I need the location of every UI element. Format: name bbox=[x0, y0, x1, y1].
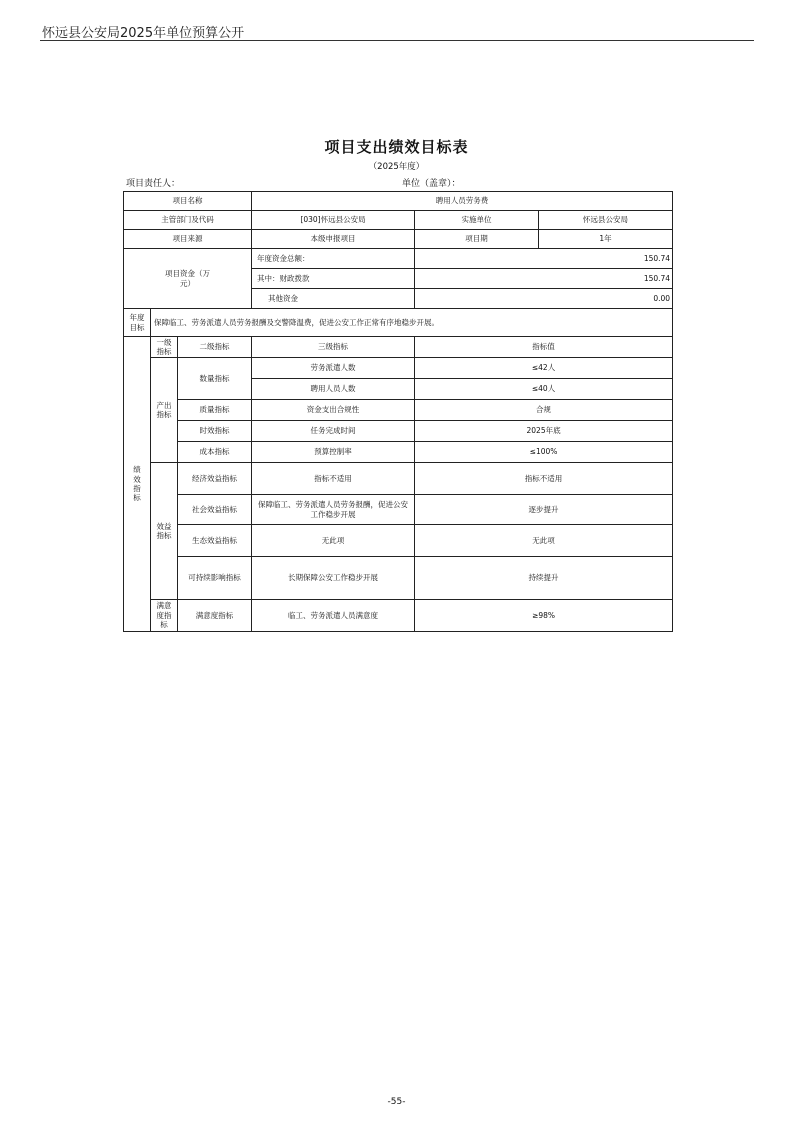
row-cost bbox=[124, 442, 673, 463]
cost-name: 预算控制率 bbox=[252, 442, 415, 463]
benefit-label bbox=[151, 463, 178, 600]
satis-value: ≥98% bbox=[415, 600, 673, 632]
q1-value: ≤42人 bbox=[415, 358, 673, 379]
responsible-label: 项目责任人： bbox=[126, 179, 181, 189]
period-label: 项目期 bbox=[415, 230, 539, 249]
quantity-label: 数量指标 bbox=[178, 358, 252, 400]
social-label: 社会效益指标 bbox=[178, 495, 252, 525]
row-time bbox=[124, 421, 673, 442]
level3-header: 三级指标 bbox=[252, 337, 415, 358]
output-label bbox=[151, 358, 178, 463]
dept-label: 主管部门及代码 bbox=[124, 211, 252, 230]
row-department bbox=[124, 211, 673, 230]
output-label-text: 产出指标 bbox=[156, 400, 172, 419]
perf-label bbox=[124, 337, 151, 632]
row-satisfaction bbox=[124, 600, 673, 632]
satis-label bbox=[151, 600, 178, 632]
annual-goal: 保障临工、劳务派遣人员劳务报酬及交警降温费，促进公安工作正常有序地稳步开展。 bbox=[151, 309, 673, 337]
source-label: 项目来源 bbox=[124, 230, 252, 249]
row-sustain bbox=[124, 557, 673, 600]
funds-total: 150.74 bbox=[415, 249, 673, 269]
eco-label: 生态效益指标 bbox=[178, 525, 252, 557]
quality-name: 资金支出合规性 bbox=[252, 400, 415, 421]
value-header: 指标值 bbox=[415, 337, 673, 358]
social-value: 逐步提升 bbox=[415, 495, 673, 525]
satis-name: 临工、劳务派遣人员满意度 bbox=[252, 600, 415, 632]
performance-target-table bbox=[123, 191, 673, 632]
quality-label: 质量指标 bbox=[178, 400, 252, 421]
row-social bbox=[124, 495, 673, 525]
q2-name: 聘用人员人数 bbox=[252, 379, 415, 400]
sustain-name: 长期保障公安工作稳步开展 bbox=[252, 557, 415, 600]
funds-total-label: 年度资金总额： bbox=[252, 249, 415, 269]
header-divider bbox=[40, 40, 754, 41]
row-funds-total bbox=[124, 249, 673, 269]
row-quantity-1 bbox=[124, 358, 673, 379]
econ-name: 指标不适用 bbox=[252, 463, 415, 495]
econ-value: 指标不适用 bbox=[415, 463, 673, 495]
funds-fiscal-label: 其中：财政拨款 bbox=[252, 269, 415, 289]
level1-header bbox=[151, 337, 178, 358]
time-name: 任务完成时间 bbox=[252, 421, 415, 442]
level1-header-text: 一级指标 bbox=[156, 337, 172, 356]
q2-value: ≤40人 bbox=[415, 379, 673, 400]
project-name-value: 聘用人员劳务费 bbox=[252, 192, 673, 211]
page-number: -55- bbox=[387, 1097, 406, 1107]
row-source bbox=[124, 230, 673, 249]
eco-value: 无此项 bbox=[415, 525, 673, 557]
project-name-label: 项目名称 bbox=[124, 192, 252, 211]
cost-value: ≤100% bbox=[415, 442, 673, 463]
benefit-label-text: 效益指标 bbox=[156, 521, 172, 540]
q1-name: 劳务派遣人数 bbox=[252, 358, 415, 379]
perf-label-text: 绩效指标 bbox=[133, 465, 141, 503]
satis-label-text: 满意度指标 bbox=[156, 601, 172, 630]
funds-other: 0.00 bbox=[415, 289, 673, 309]
social-name: 保障临工、劳务派遣人员劳务报酬，促进公安工作稳步开展 bbox=[252, 495, 415, 525]
dept-value: [030]怀远县公安局 bbox=[252, 211, 415, 230]
row-eco bbox=[124, 525, 673, 557]
row-quality bbox=[124, 400, 673, 421]
level2-header: 二级指标 bbox=[178, 337, 252, 358]
row-perf-header bbox=[124, 337, 673, 358]
row-project-name bbox=[124, 192, 673, 211]
eco-name: 无此项 bbox=[252, 525, 415, 557]
doc-title: 项目支出绩效目标表 bbox=[324, 138, 469, 156]
funds-label-text: 项目资金（万元） bbox=[165, 269, 211, 288]
econ-label: 经济效益指标 bbox=[178, 463, 252, 495]
satis-l2: 满意度指标 bbox=[178, 600, 252, 632]
annual-goal-label bbox=[124, 309, 151, 337]
impl-value: 怀远县公安局 bbox=[539, 211, 673, 230]
unit-label: 单位（盖章）： bbox=[402, 179, 461, 189]
row-annual-goal bbox=[124, 309, 673, 337]
funds-label bbox=[124, 249, 252, 309]
quality-value: 合规 bbox=[415, 400, 673, 421]
funds-other-label: 其他资金 bbox=[252, 289, 415, 309]
doc-year: （2025年度） bbox=[368, 162, 425, 172]
source-value: 本级申报项目 bbox=[252, 230, 415, 249]
row-econ bbox=[124, 463, 673, 495]
running-header: 怀远县公安局2025年单位预算公开 bbox=[42, 26, 245, 41]
time-label: 时效指标 bbox=[178, 421, 252, 442]
cost-label: 成本指标 bbox=[178, 442, 252, 463]
sustain-label: 可持续影响指标 bbox=[178, 557, 252, 600]
time-value: 2025年底 bbox=[415, 421, 673, 442]
funds-fiscal: 150.74 bbox=[415, 269, 673, 289]
annual-goal-label-text: 年度目标 bbox=[129, 313, 145, 332]
impl-label: 实施单位 bbox=[415, 211, 539, 230]
sustain-value: 持续提升 bbox=[415, 557, 673, 600]
period-value: 1年 bbox=[539, 230, 673, 249]
